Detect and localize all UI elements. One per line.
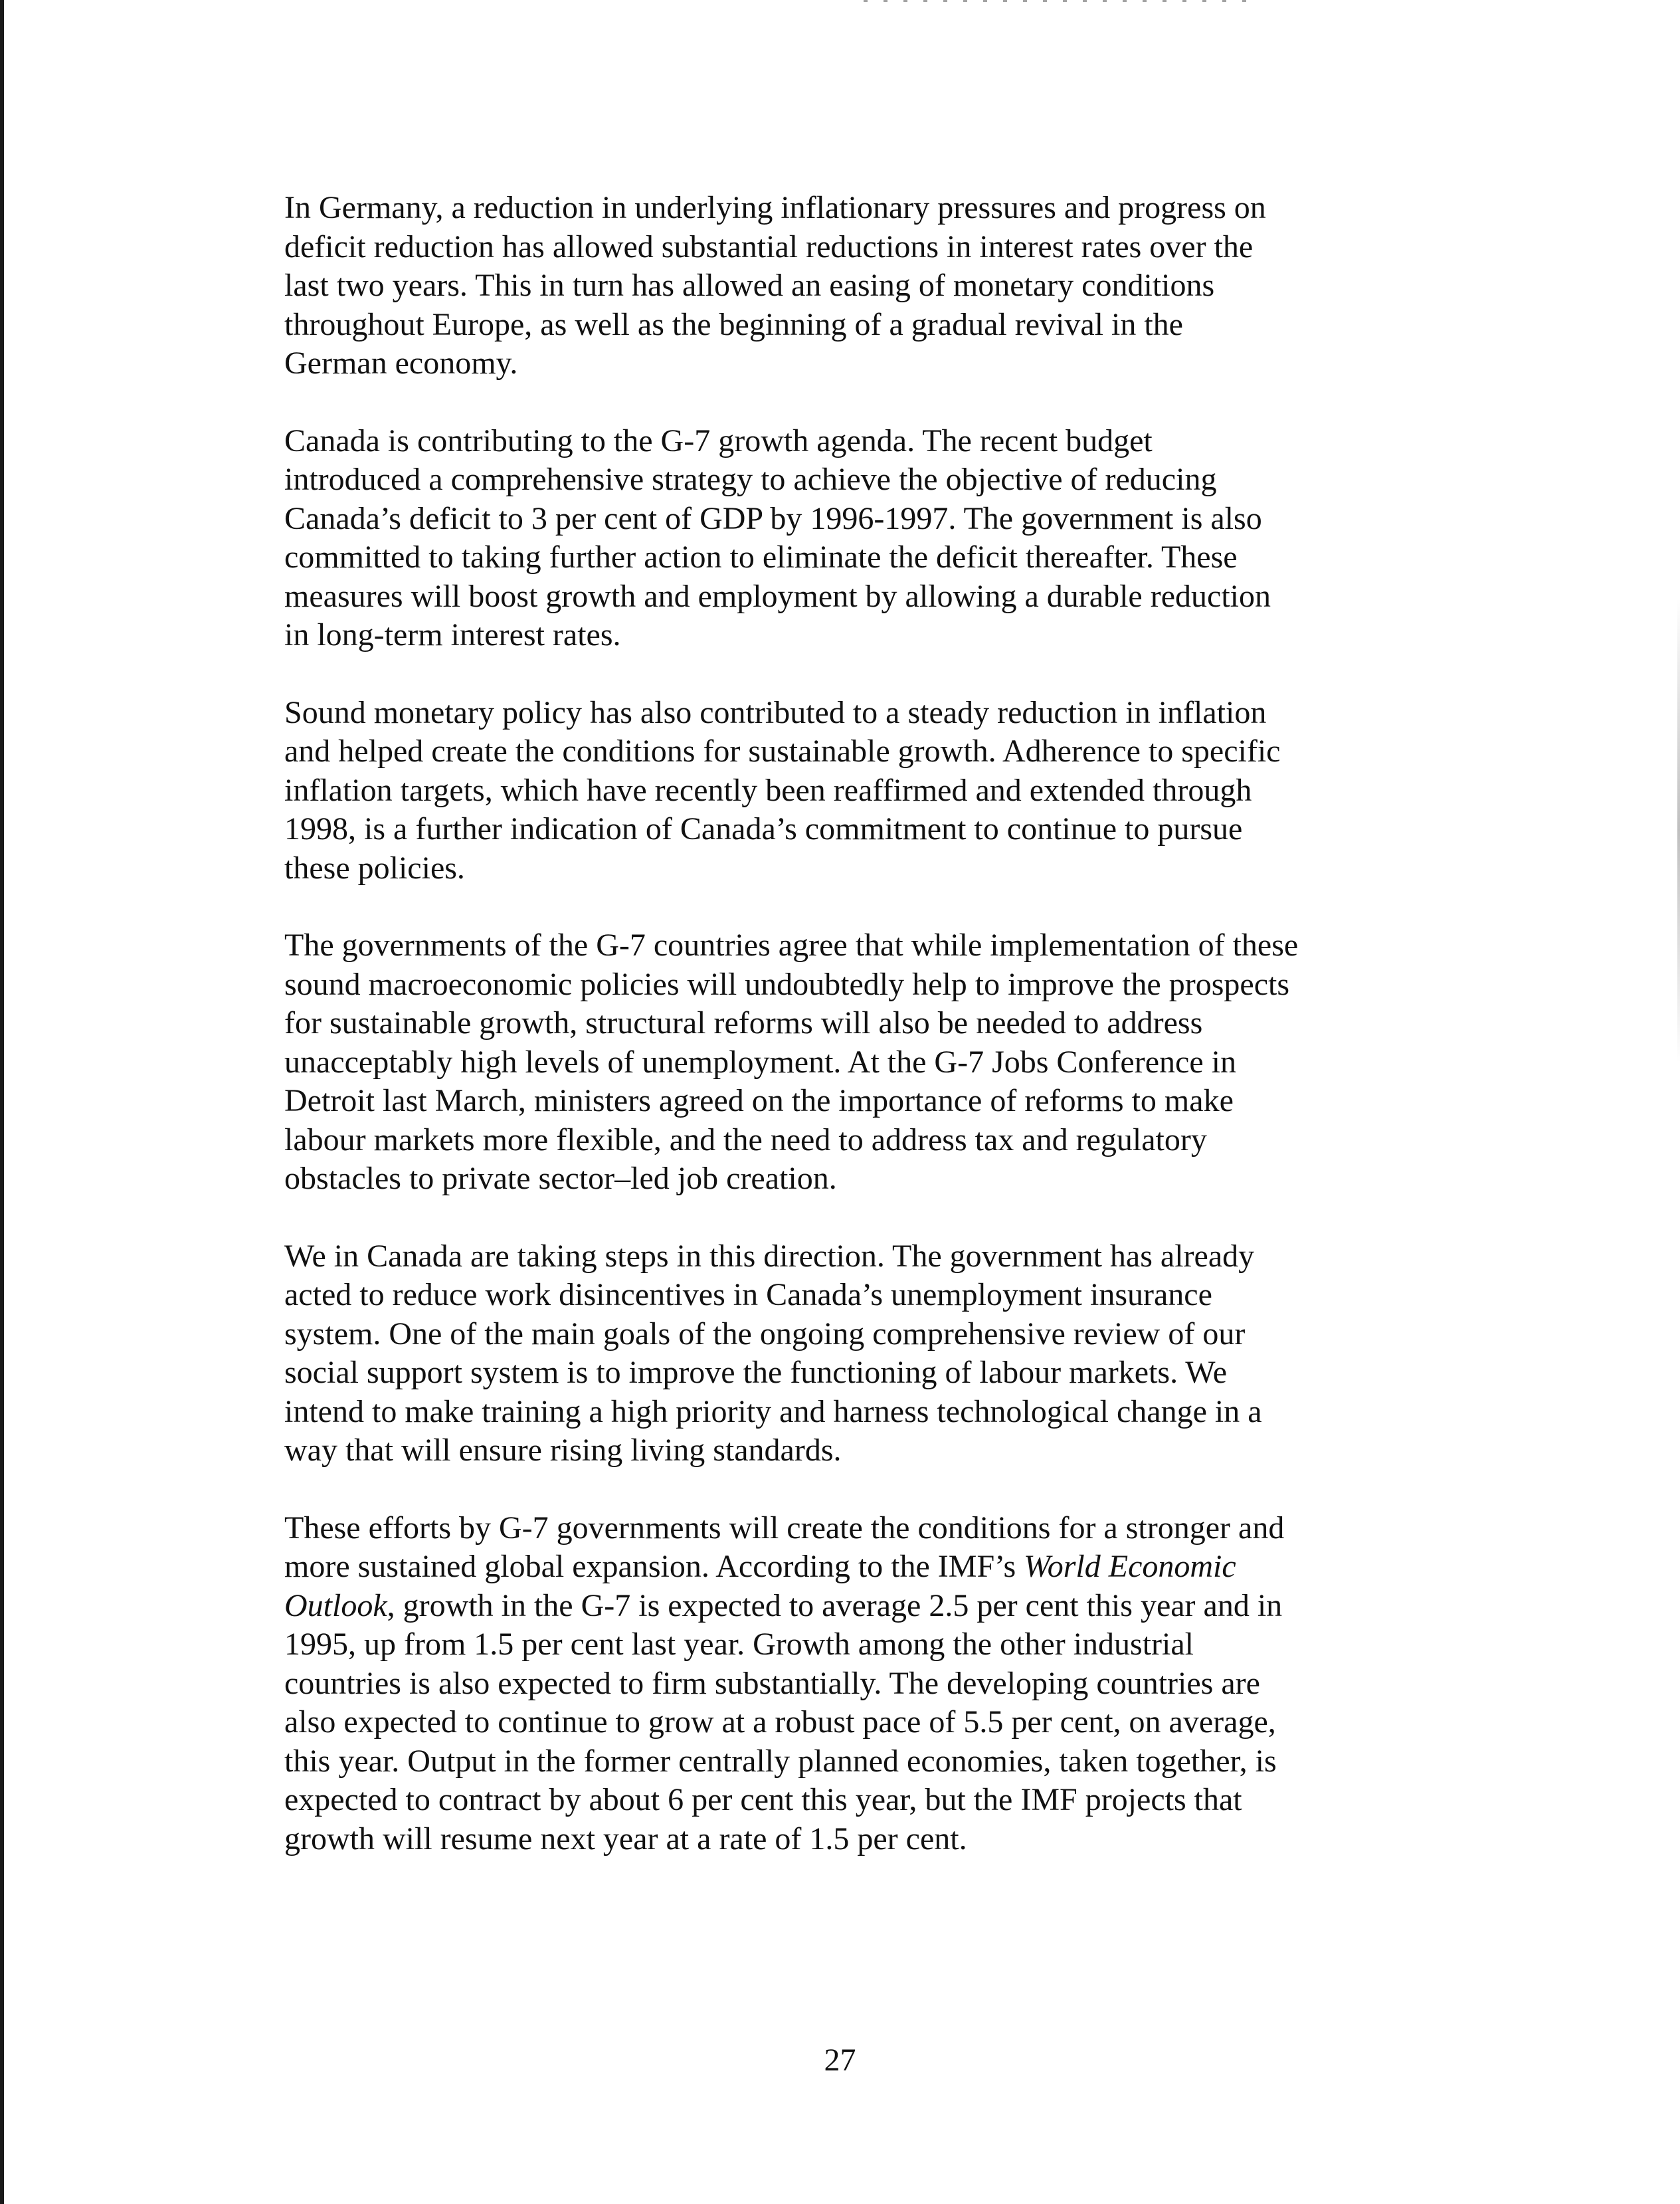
text-line: Canada’s deficit to 3 per cent of GDP by 1996-1997. The government is also [284,500,1262,536]
publication-title-italic: World Economic [1024,1549,1236,1584]
text-line: way that will ensure rising living standards. [284,1433,842,1468]
text-line: measures will boost growth and employment by allowing a durable reduction [284,578,1271,614]
paragraph-monetary-policy [284,694,1414,888]
text-line: this year. Output in the former centrally planned economies, taken together, is [284,1743,1277,1779]
text-line: social support system is to improve the functioning of labour markets. We [284,1355,1227,1390]
text-line: acted to reduce work disincentives in Canada’s unemployment insurance [284,1277,1212,1312]
text-line: In Germany, a reduction in underlying inflationary pressures and progress on [284,190,1266,225]
paragraph-global-expansion [284,1509,1414,1859]
text-line: sound macroeconomic policies will undoubtedly help to improve the prospects [284,966,1290,1002]
text-line: deficit reduction has allowed substantial reductions in interest rates over the [284,229,1254,264]
text-segment: , growth in the G-7 is expected to average 2.5 per cent this year and in [387,1587,1283,1623]
text-line: 1995, up from 1.5 per cent last year. Growth among the other industrial [284,1627,1194,1662]
text-line: introduced a comprehensive strategy to achieve the objective of reducing [284,462,1217,497]
text-line: and helped create the conditions for sustainable growth. Adherence to specific [284,734,1281,769]
scan-border-left [0,0,4,2204]
text-line: Sound monetary policy has also contributed to a steady reduction in inflation [284,694,1267,730]
text-line: obstacles to private sector–led job creation. [284,1161,837,1196]
text-line: German economy. [284,346,518,381]
paragraph-structural-reforms [284,926,1414,1199]
text-line: We in Canada are taking steps in this direction. The government has already [284,1238,1255,1274]
paragraph-canada-growth-agenda [284,422,1414,655]
text-line: these policies. [284,850,465,886]
scan-noise-top [864,0,1262,2]
document-body [284,189,1414,1897]
page-number: 27 [824,2043,856,2078]
text-line: labour markets more flexible, and the need to address tax and regulatory [284,1122,1207,1157]
text-line: unacceptably high levels of unemployment. At the G-7 Jobs Conference in [284,1044,1236,1080]
scan-border-right [1677,598,1680,1063]
text-line: The governments of the G-7 countries agree that while implementation of these [284,928,1299,963]
text-line: growth will resume next year at a rate of 1.5 per cent. [284,1821,967,1856]
text-line: committed to taking further action to eliminate the deficit thereafter. These [284,540,1238,575]
text-line [284,1587,1414,1626]
text-line: Detroit last March, ministers agreed on the importance of reforms to make [284,1083,1234,1118]
text-line: inflation targets, which have recently been reaffirmed and extended through [284,772,1252,808]
text-line: intend to make training a high priority and harness technological change in a [284,1393,1262,1429]
text-line: last two years. This in turn has allowed an easing of monetary conditions [284,268,1215,303]
paragraph-canada-steps [284,1237,1414,1470]
text-line: Canada is contributing to the G-7 growth agenda. The recent budget [284,423,1153,458]
text-line: for sustainable growth, structural reforms will also be needed to address [284,1005,1203,1041]
text-line [284,1548,1414,1587]
text-line: system. One of the main goals of the ongoing comprehensive review of our [284,1316,1246,1352]
text-line: 1998, is a further indication of Canada’s commitment to continue to pursue [284,811,1243,847]
text-line: also expected to continue to grow at a robust pace of 5.5 per cent, on average, [284,1704,1276,1740]
text-line: expected to contract by about 6 per cent this year, but the IMF projects that [284,1782,1242,1817]
text-line: throughout Europe, as well as the beginning of a gradual revival in the [284,306,1183,342]
text-segment: more sustained global expansion. According to the IMF’s [284,1549,1024,1584]
publication-title-italic: Outlook [284,1587,387,1623]
paragraph-germany [284,189,1414,383]
text-line: in long-term interest rates. [284,617,621,652]
text-line: countries is also expected to firm substantially. The developing countries are [284,1665,1260,1701]
text-line: These efforts by G-7 governments will create the conditions for a stronger and [284,1510,1285,1546]
